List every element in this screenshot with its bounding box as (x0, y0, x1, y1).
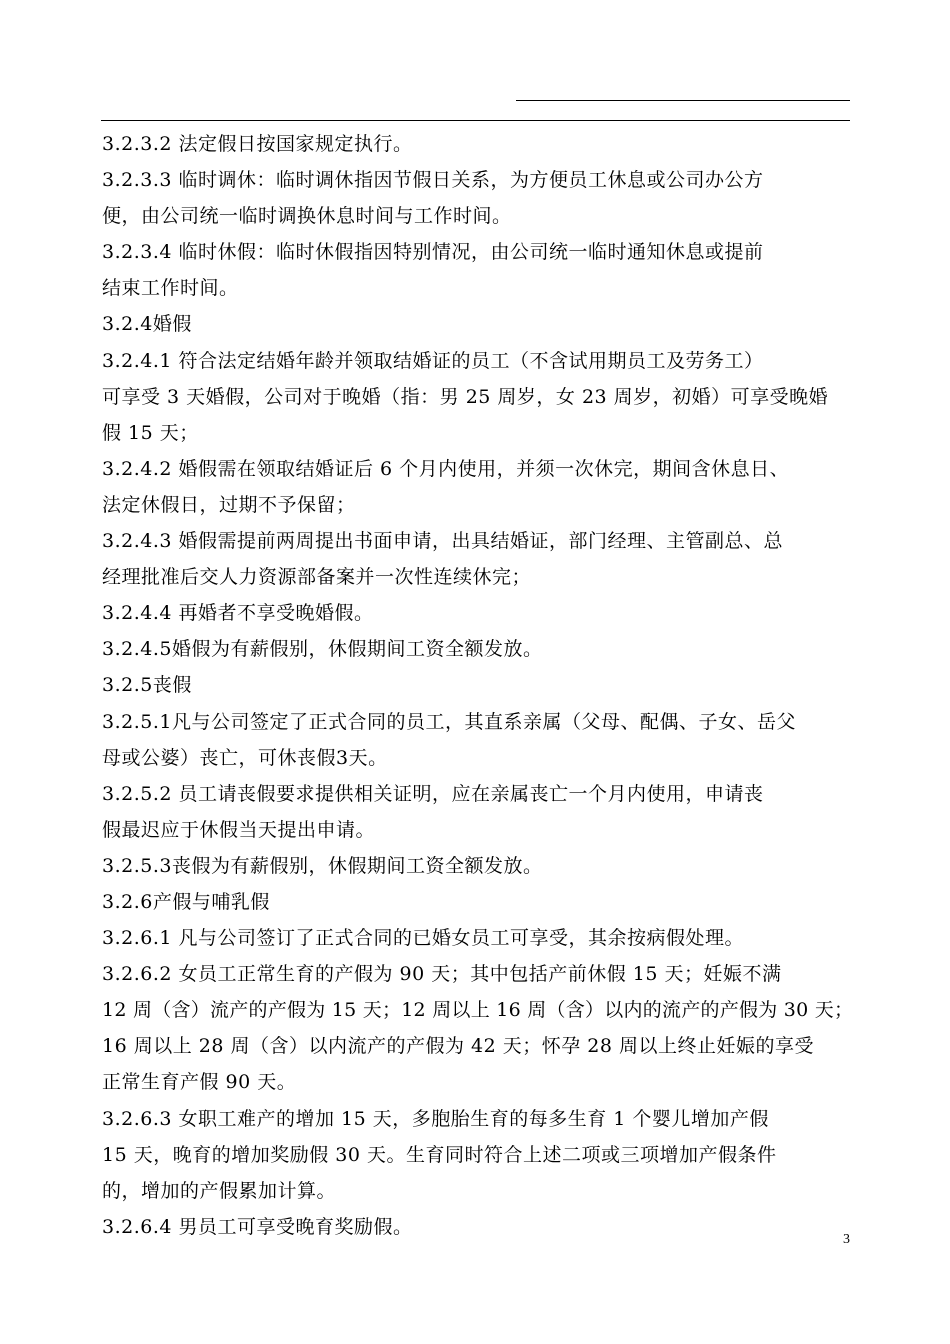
text-line: 15 天，晚育的增加奖励假 30 天。生育同时符合上述二项或三项增加产假条件 (102, 1143, 777, 1166)
text-line: 3.2.3.4 临时休假：临时休假指因特别情况，由公司统一临时通知休息或提前 (102, 241, 764, 264)
text-line: 3.2.4.1 符合法定结婚年龄并领取结婚证的员工（不含试用期员工及劳务工） (102, 349, 764, 372)
text-line: 结束工作时间。 (102, 277, 239, 300)
text-line: 3.2.4.4 再婚者不享受晚婚假。 (102, 602, 374, 625)
text-line: 3.2.5.3丧假为有薪假别，休假期间工资全额发放。 (102, 854, 543, 877)
document-body (102, 126, 854, 1245)
text-line: 3.2.3.3 临时调休：临时调休指因节假日关系，为方便员工休息或公司办公方 (102, 169, 764, 192)
header-rule-long (101, 120, 850, 121)
text-line: 便，由公司统一临时调换休息时间与工作时间。 (102, 205, 512, 228)
text-line: 的，增加的产假累加计算。 (102, 1179, 337, 1202)
text-line: 3.2.4.2 婚假需在领取结婚证后 6 个月内使用，并须一次休完，期间含休息日、 (102, 457, 790, 480)
section-heading: 3.2.4婚假 (102, 313, 192, 336)
text-line: 16 周以上 28 周（含）以内流产的产假为 42 天；怀孕 28 周以上终止妊娠的享受 (102, 1035, 814, 1058)
text-line: 3.2.4.3 婚假需提前两周提出书面申请，出具结婚证，部门经理、主管副总、总 (102, 530, 784, 553)
text-line: 3.2.6.4 男员工可享受晚育奖励假。 (102, 1215, 413, 1238)
text-line: 法定休假日，过期不予保留； (102, 493, 356, 516)
text-line: 经理批准后交人力资源部备案并一次性连续休完； (102, 566, 532, 589)
text-line: 3.2.6.1 凡与公司签订了正式合同的已婚女员工可享受，其余按病假处理。 (102, 927, 745, 950)
text-line: 3.2.3.2 法定假日按国家规定执行。 (102, 133, 413, 155)
text-line: 正常生育产假 90 天。 (102, 1071, 297, 1094)
text-line: 3.2.4.5婚假为有薪假别，休假期间工资全额发放。 (102, 638, 543, 661)
header-rule-short (516, 100, 850, 101)
text-line: 假 15 天； (102, 421, 199, 444)
section-heading: 3.2.5丧假 (102, 674, 192, 697)
text-line: 假最迟应于休假当天提出申请。 (102, 818, 376, 841)
text-line: 12 周（含）流产的产假为 15 天；12 周以上 16 周（含）以内的流产的产假为 30 天； (102, 999, 854, 1022)
text-line: 3.2.5.1凡与公司签定了正式合同的员工，其直系亲属（父母、配偶、子女、岳父 (102, 710, 796, 733)
text-line: 3.2.5.2 员工请丧假要求提供相关证明，应在亲属丧亡一个月内使用，申请丧 (102, 782, 764, 805)
text-line: 可享受 3 天婚假，公司对于晚婚（指：男 25 周岁，女 23 周岁，初婚）可享受晚婚 (102, 385, 829, 408)
page-number: 3 (843, 1232, 850, 1247)
text-line: 母或公婆）丧亡，可休丧假3天。 (102, 746, 388, 769)
section-heading: 3.2.6产假与哺乳假 (102, 890, 270, 913)
text-line: 3.2.6.2 女员工正常生育的产假为 90 天；其中包括产前休假 15 天；妊娠不满 (102, 963, 782, 986)
text-line: 3.2.6.3 女职工难产的增加 15 天，多胞胎生育的每多生育 1 个婴儿增加产假 (102, 1107, 769, 1130)
